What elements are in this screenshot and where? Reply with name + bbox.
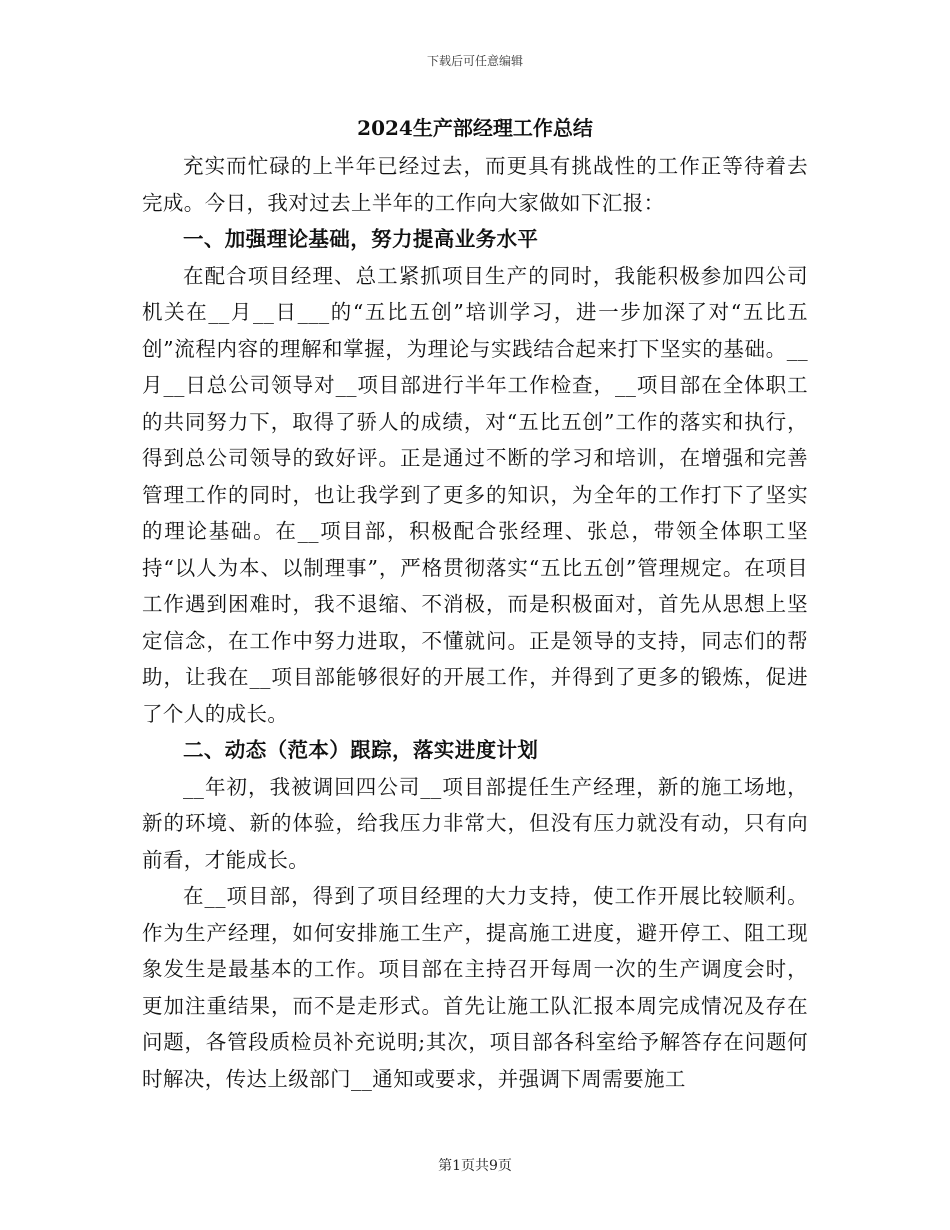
intro-paragraph: 充实而忙碌的上半年已经过去，而更具有挑战性的工作正等待着去完成。今日，我对过去上半年的工作向大家做如下汇报： xyxy=(142,154,808,215)
header-note: 下载后可任意编辑 xyxy=(426,54,523,68)
section-2-paragraph-2: 在__项目部，得到了项目经理的大力支持，使工作开展比较顺利。作为生产经理，如何安排施工生产，提高施工进度，避开停工、阻工现象发生是最基本的工作。项目部在主持召开每周一次的生产调度会时，更加注重结果，而不是走形式。首先让施工队汇报本周完成情况及存在问题，各管段质检员补充说明;其次，项目部各科室给予解答存在问题何时解决，传达上级部门__通知或要求，并强调下周需要施工 xyxy=(142,884,808,1091)
section-heading-2: 二、动态（范本）跟踪，落实进度计划 xyxy=(183,738,539,762)
document-title: 2024生产部经理工作总结 xyxy=(357,116,593,140)
section-2-paragraph-1: __年初，我被调回四公司__项目部提任生产经理，新的施工场地，新的环境、新的体验，给我压力非常大，但没有压力就没有动，只有向前看，才能成长。 xyxy=(142,774,808,872)
page-number-footer: 第1页共9页 xyxy=(438,1158,512,1174)
section-heading-1: 一、加强理论基础，努力提高业务水平 xyxy=(183,227,539,251)
section-1-paragraph: 在配合项目经理、总工紧抓项目生产的同时，我能积极参加四公司机关在__月__日___的“五比五创”培训学习，进一步加深了对“五比五创”流程内容的理解和掌握，为理论与实践结合起来打下坚实的基础。__月__日总公司领导对__项目部进行半年工作检查，__项目部在全体职工的共同努力下，取得了骄人的成绩，对“五比五创”工作的落实和执行，得到总公司领导的致好评。正是通过不断的学习和培训，在增强和完善管理工作的同时，也让我学到了更多的知识，为全年的工作打下了坚实的理论基础。在__项目部，积极配合张经理、张总，带领全体职工坚持“以人为本、以制理事”，严格贯彻落实“五比五创”管理规定。在项目工作遇到困难时，我不退缩、不消极，而是积极面对，首先从思想上坚定信念，在工作中努力进取，不懂就问。正是领导的支持，同志们的帮助，让我在__项目部能够很好的开展工作，并得到了更多的锻炼，促进了个人的成长。 xyxy=(142,263,808,726)
document-body xyxy=(142,108,808,1097)
